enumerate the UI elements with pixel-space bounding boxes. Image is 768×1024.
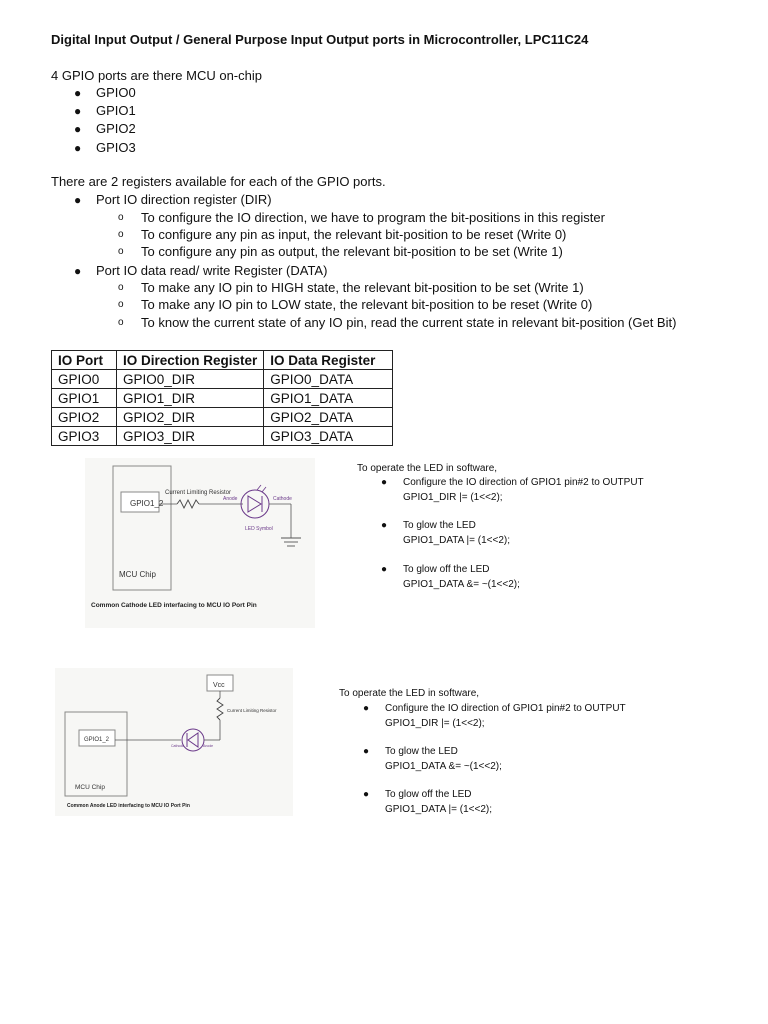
resistor-label: Current Limiting Resistor — [227, 708, 277, 713]
register-table — [51, 350, 393, 446]
bullet-icon: ● — [74, 193, 82, 207]
list-item: To configure any pin as output, the relevant bit-position to be set (Write 1) — [141, 244, 563, 259]
led-symbol-label: LED Symbol — [245, 526, 273, 532]
anode-label: Anode — [223, 496, 238, 502]
bullet-icon: ● — [74, 141, 82, 155]
bullet-icon: ● — [74, 104, 82, 118]
pin-label: GPIO1_2 — [84, 737, 110, 743]
circle-bullet-icon: o — [118, 246, 124, 257]
step-label: To glow off the LED — [385, 789, 472, 800]
list-item: To configure the IO direction, we have to program the bit-positions in this register — [141, 210, 605, 225]
ports-intro: 4 GPIO ports are there MCU on-chip — [51, 68, 262, 83]
list-item: GPIO3 — [96, 140, 136, 155]
anode-label: Anode — [203, 744, 214, 748]
chip-label: MCU Chip — [119, 570, 156, 579]
bullet-icon: ● — [74, 86, 82, 100]
table-cell: GPIO3_DIR — [117, 427, 264, 446]
list-item: GPIO2 — [96, 121, 136, 136]
registers-intro: There are 2 registers available for each of the GPIO ports. — [51, 174, 386, 189]
table-header: IO Direction Register — [117, 351, 264, 370]
table-cell: GPIO1_DIR — [117, 389, 264, 408]
table-header-row — [52, 351, 393, 370]
bullet-icon: ● — [363, 703, 370, 714]
table-row — [52, 370, 393, 389]
step-code: GPIO1_DATA &= ~(1<<2); — [403, 579, 520, 590]
bullet-icon: ● — [381, 520, 388, 531]
table-cell: GPIO1_DATA — [264, 389, 393, 408]
table-cell: GPIO3_DATA — [264, 427, 393, 446]
figure-caption: Common Anode LED interfacing to MCU IO Port Pin — [67, 803, 190, 809]
list-item: To configure any pin as input, the relevant bit-position to be reset (Write 0) — [141, 227, 567, 242]
table-cell: GPIO0 — [52, 370, 117, 389]
page-title: Digital Input Output / General Purpose Input Output ports in Microcontroller, LPC11C24 — [51, 32, 589, 47]
step-label: To glow the LED — [403, 520, 476, 531]
table-header: IO Data Register — [264, 351, 393, 370]
cathode-label: Cathode — [273, 496, 292, 502]
bullet-icon: ● — [363, 789, 370, 800]
bullet-icon: ● — [74, 122, 82, 136]
figure-caption: Common Cathode LED interfacing to MCU IO Port Pin — [91, 602, 257, 609]
list-item: GPIO0 — [96, 85, 136, 100]
circle-bullet-icon: o — [118, 282, 124, 293]
circle-bullet-icon: o — [118, 229, 124, 240]
pin-label: GPIO1_2 — [130, 499, 164, 508]
data-register-label: Port IO data read/ write Register (DATA) — [96, 263, 328, 278]
table-cell: GPIO3 — [52, 427, 117, 446]
dir-register-label: Port IO direction register (DIR) — [96, 192, 272, 207]
list-item: To make any IO pin to HIGH state, the relevant bit-position to be set (Write 1) — [141, 280, 584, 295]
list-item: To make any IO pin to LOW state, the relevant bit-position to be reset (Write 0) — [141, 297, 593, 312]
common-anode-diagram — [55, 668, 293, 816]
table-cell: GPIO0_DATA — [264, 370, 393, 389]
step-code: GPIO1_DATA &= ~(1<<2); — [385, 761, 502, 772]
common-cathode-diagram — [85, 458, 315, 628]
list-item: To know the current state of any IO pin, read the current state in relevant bit-position (Get Bit) — [141, 315, 677, 330]
step-label: To glow the LED — [385, 746, 458, 757]
table-cell: GPIO0_DIR — [117, 370, 264, 389]
table-cell: GPIO1 — [52, 389, 117, 408]
circle-bullet-icon: o — [118, 212, 124, 223]
step-label: To glow off the LED — [403, 564, 490, 575]
circle-bullet-icon: o — [118, 299, 124, 310]
resistor-label: Current Limiting Resistor — [165, 490, 232, 496]
step-label: Configure the IO direction of GPIO1 pin#2 to OUTPUT — [403, 477, 644, 488]
circle-bullet-icon: o — [118, 317, 124, 328]
table-cell: GPIO2_DIR — [117, 408, 264, 427]
bullet-icon: ● — [363, 746, 370, 757]
step-label: Configure the IO direction of GPIO1 pin#2 to OUTPUT — [385, 703, 626, 714]
table-row — [52, 427, 393, 446]
table-cell: GPIO2 — [52, 408, 117, 427]
bullet-icon: ● — [74, 264, 82, 278]
step-code: GPIO1_DATA |= (1<<2); — [385, 804, 492, 815]
vcc-label: Vcc — [213, 682, 225, 689]
step-code: GPIO1_DIR |= (1<<2); — [385, 718, 485, 729]
table-row — [52, 389, 393, 408]
bullet-icon: ● — [381, 477, 388, 488]
step-code: GPIO1_DATA |= (1<<2); — [403, 535, 510, 546]
software-intro: To operate the LED in software, — [357, 463, 498, 474]
chip-label: MCU Chip — [75, 784, 105, 791]
table-cell: GPIO2_DATA — [264, 408, 393, 427]
cathode-label: Cathode — [171, 744, 185, 748]
table-header: IO Port — [52, 351, 117, 370]
table-row — [52, 408, 393, 427]
list-item: GPIO1 — [96, 103, 136, 118]
bullet-icon: ● — [381, 564, 388, 575]
software-intro: To operate the LED in software, — [339, 688, 480, 699]
step-code: GPIO1_DIR |= (1<<2); — [403, 492, 503, 503]
